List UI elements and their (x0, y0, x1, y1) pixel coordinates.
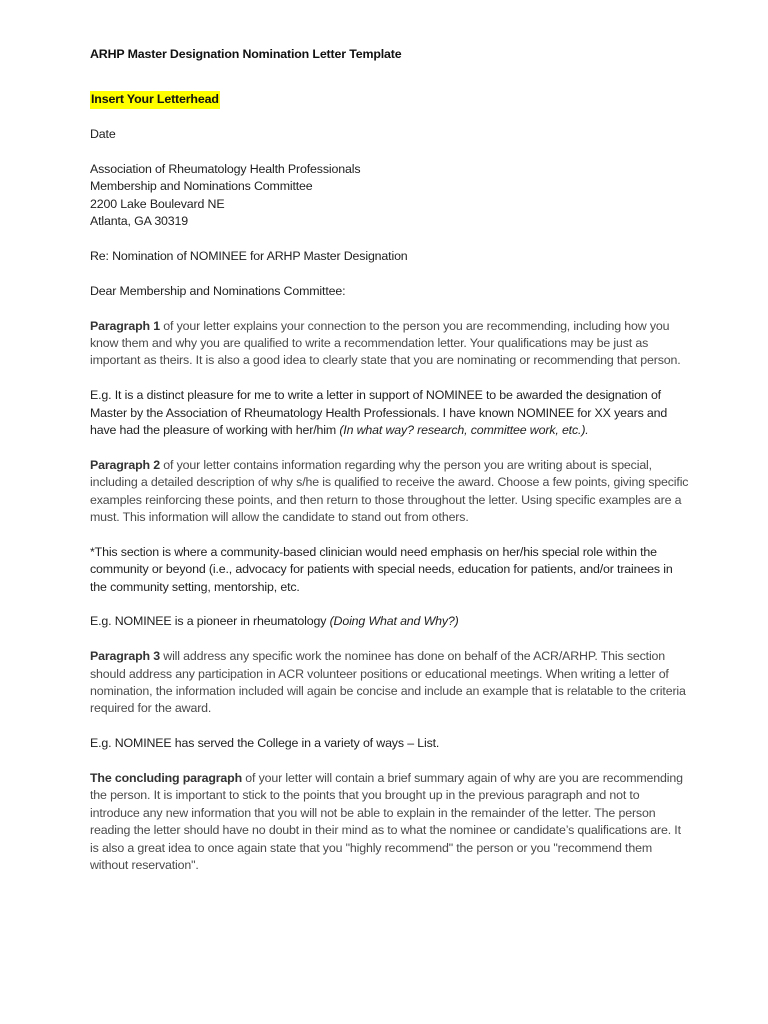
paragraph-label: The concluding paragraph (90, 771, 242, 786)
example-2 (90, 613, 690, 630)
community-note: *This section is where a community-based clinician would need emphasis on her/his special role within the community or beyond (i.e., advocacy for patients with special needs, education for patients, and/or trainees in the community setting, mentorship, etc. (90, 544, 673, 594)
paragraph-3-guidance (90, 648, 690, 718)
document-title: ARHP Master Designation Nomination Letter Template (90, 47, 402, 61)
paragraph-text: will address any specific work the nominee has done on behalf of the ACR/ARHP. This section should address any participation in ACR volunteer positions or educational meetings. When writing a letter of nomination, the information included will again be concise and include an example that is relatable to the criteria required for the award. (90, 649, 686, 716)
paragraph-label: Paragraph 1 (90, 318, 160, 333)
address-line: 2200 Lake Boulevard NE (90, 196, 225, 211)
example-1 (90, 387, 690, 439)
example-italic: (Doing What and Why?) (329, 614, 459, 629)
letterhead-placeholder: Insert Your Letterhead (90, 91, 220, 108)
re-line: Re: Nomination of NOMINEE for ARHP Master Designation (90, 249, 408, 264)
example-text: E.g. It is a distinct pleasure for me to write a letter in support of NOMINEE to be awarded the designation of Master by the Association of Rheumatology Health Professionals. I have known NOMINEE for XX years and have had the pleasure of working with her/him (90, 388, 668, 438)
address-line: Atlanta, GA 30319 (90, 214, 189, 229)
paragraph-text: of your letter will contain a brief summary again of why are you are recommending the person. It is important to stick to the points that you brought up in the previous paragraph and not to introduce any new information that you will not be able to explain in the remainder of the letter. The person reading the letter should have no doubt in their mind as to what the nominee or candidate’s qualifications are. It is also a great idea to once again state that you "highly recommend" the person or you "recommend them without reservation". (90, 771, 683, 873)
concluding-paragraph-guidance (90, 770, 690, 874)
paragraph-1-guidance (90, 318, 690, 370)
paragraph-label: Paragraph 2 (90, 457, 160, 472)
address-line: Membership and Nominations Committee (90, 179, 313, 194)
example-italic: (In what way? research, committee work, etc.). (339, 423, 589, 438)
date-line: Date (90, 127, 116, 142)
example-3: E.g. NOMINEE has served the College in a variety of ways – List. (90, 736, 440, 751)
paragraph-text: of your letter explains your connection to the person you are recommending, including how you know them and why you are qualified to write a recommendation letter. Your qualifications may be just as important as theirs. It is also a good idea to clearly state that you are nominating or recommending that person. (90, 318, 681, 368)
address-line: Association of Rheumatology Health Professionals (90, 162, 361, 176)
letterhead-line (90, 91, 690, 108)
recipient-address (90, 161, 690, 231)
example-text: E.g. NOMINEE is a pioneer in rheumatology (90, 614, 330, 629)
paragraph-label: Paragraph 3 (90, 649, 160, 664)
paragraph-2-guidance (90, 457, 690, 527)
salutation: Dear Membership and Nominations Committee: (90, 283, 346, 298)
paragraph-text: of your letter contains information regarding why the person you are writing about is special, including a detailed description of why s/he is qualified to receive the award. Choose a few points, giving specific examples reinforcing these points, and then return to those throughout the letter. Using specific examples are a must. This information will allow the candidate to stand out from others. (90, 457, 689, 525)
letter-body (90, 46, 690, 875)
